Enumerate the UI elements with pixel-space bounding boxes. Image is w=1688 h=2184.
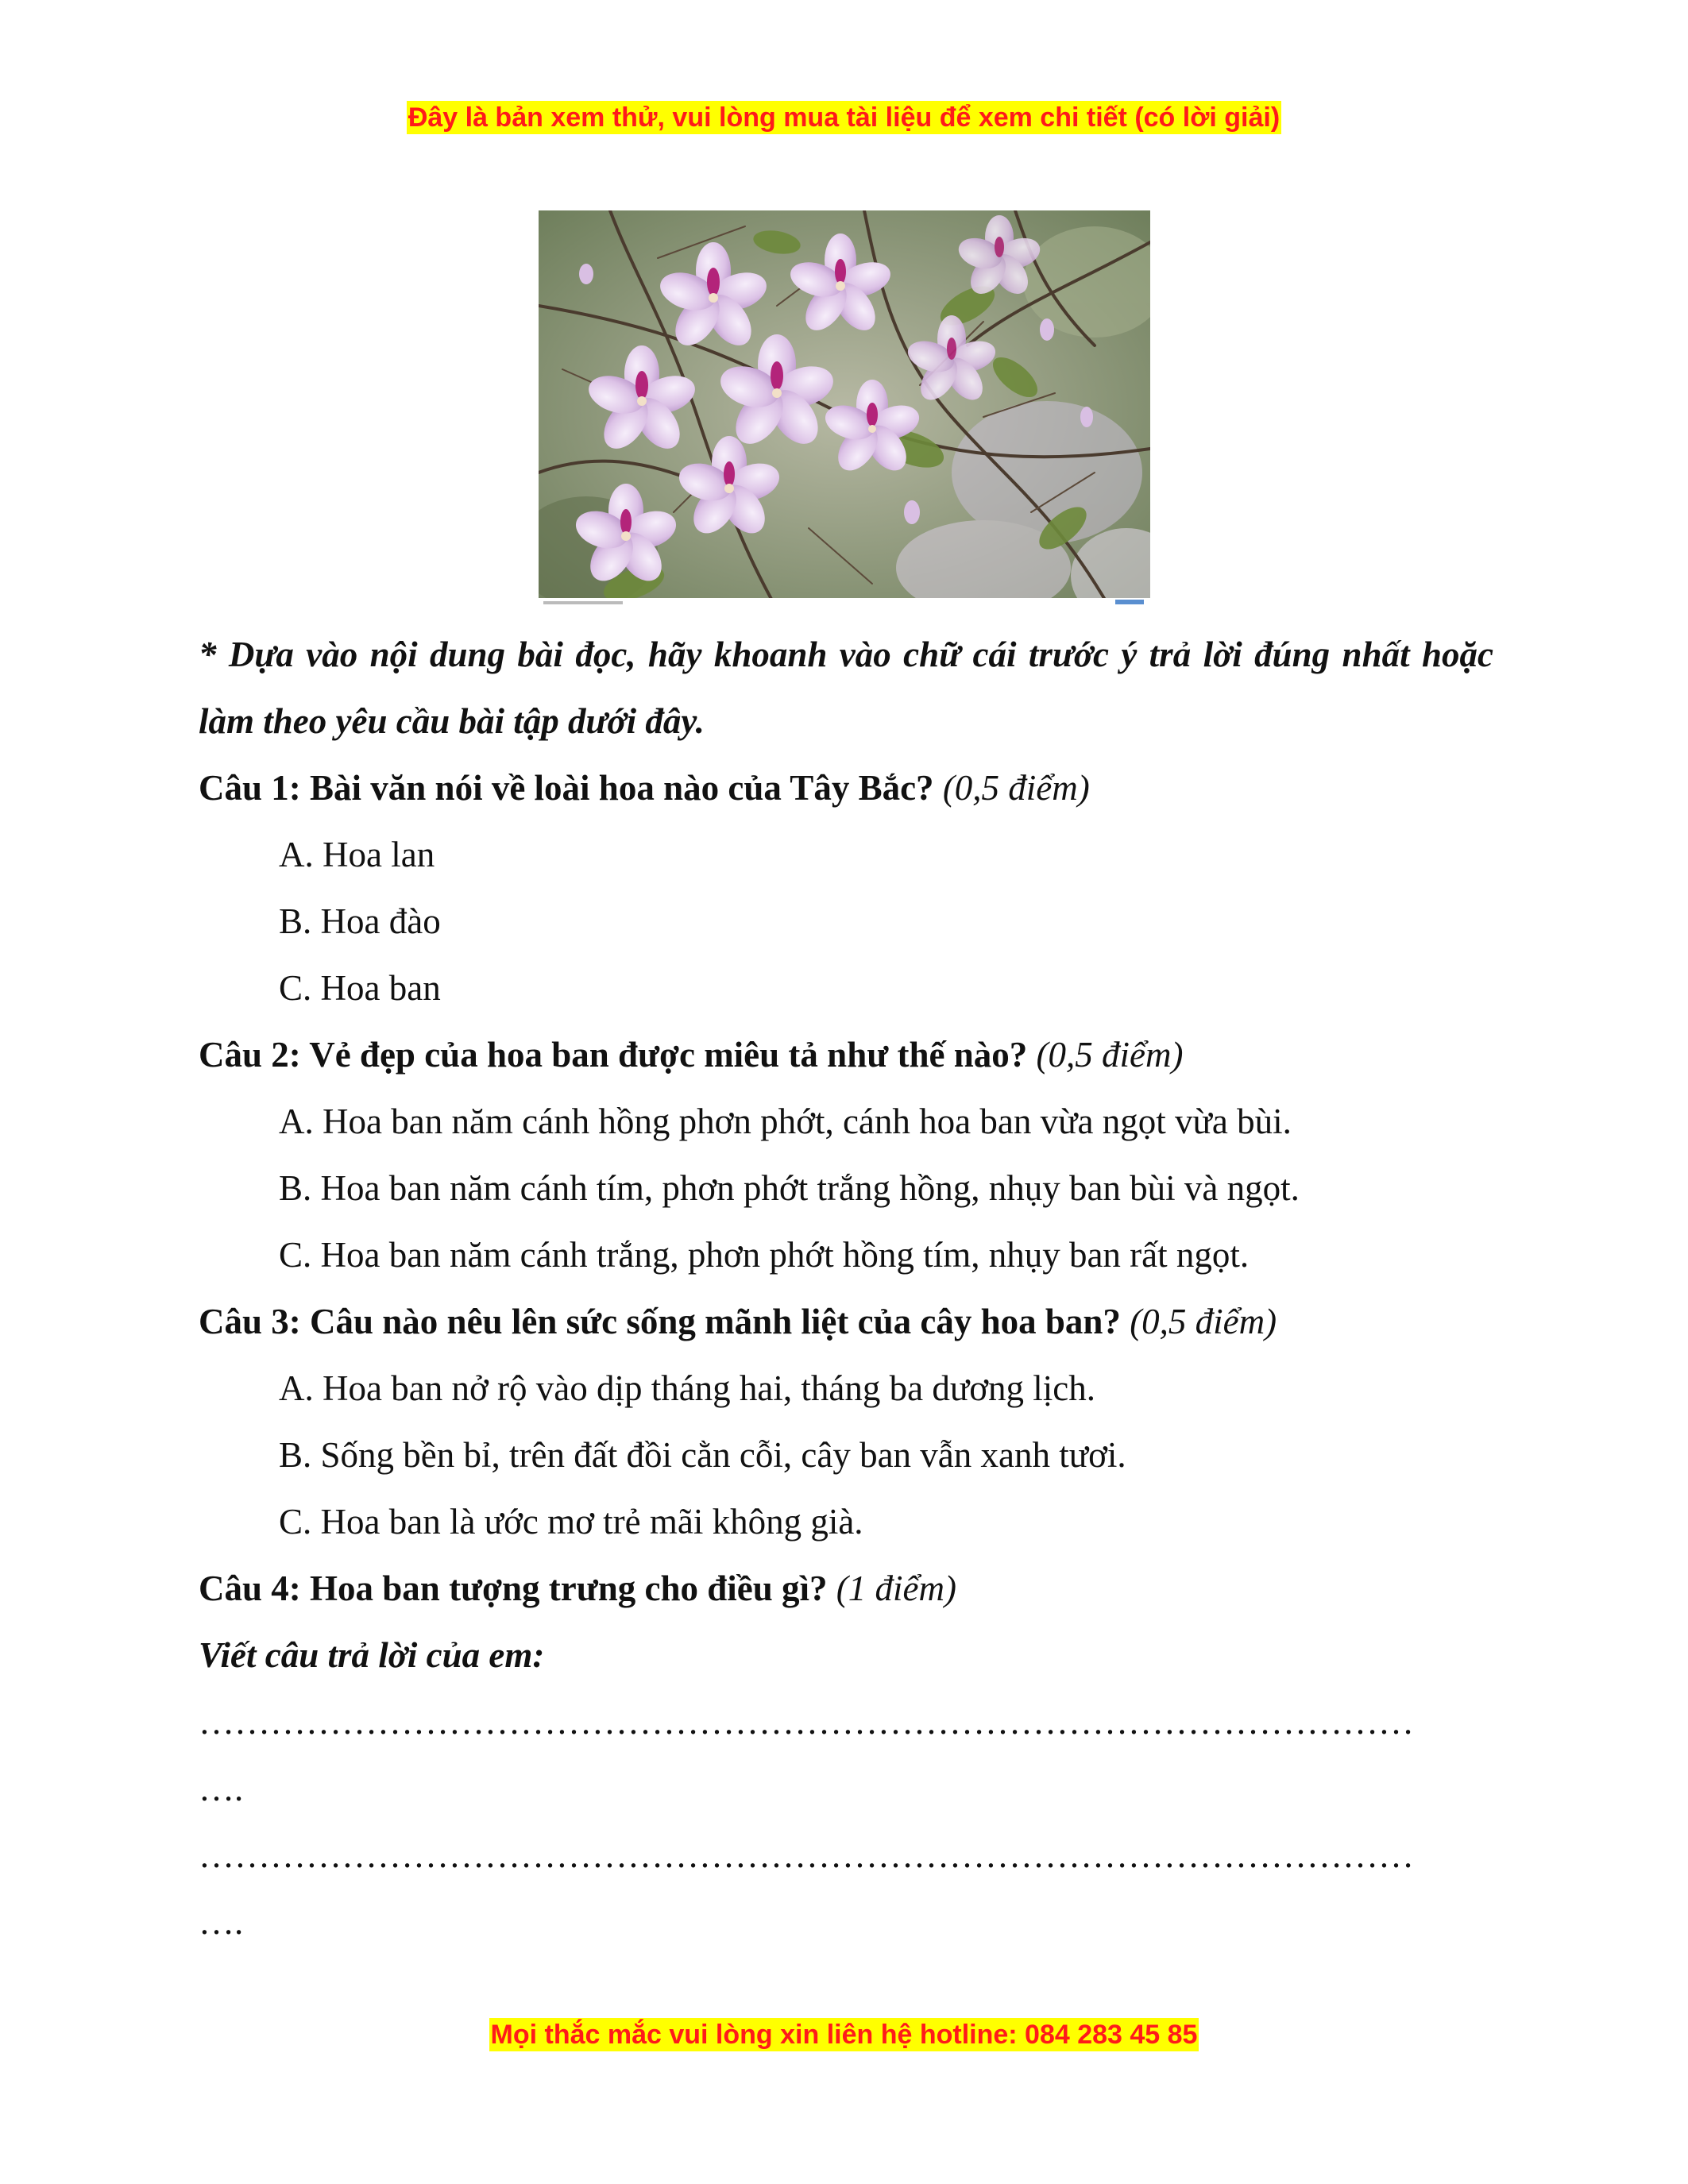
preview-notice-text: Đây là bản xem thử, vui lòng mua tài liệu để xem chi tiết (có lời giải)	[408, 102, 1280, 133]
question-3-points: (0,5 điểm)	[1130, 1302, 1277, 1341]
answer-line[interactable]: …………………………………………………………………………………………	[199, 1835, 1414, 1875]
bauhinia-flowers-photo	[539, 210, 1150, 609]
question-3-prompt: Câu 3: Câu nào nêu lên sức sống mãnh liệt của cây hoa ban?	[199, 1302, 1121, 1341]
answer-line[interactable]: ….	[199, 1769, 244, 1808]
question-4-points: (1 điểm)	[836, 1569, 956, 1608]
question-3	[199, 1288, 1493, 1355]
question-4	[199, 1555, 1493, 1622]
answer-line[interactable]: …………………………………………………………………………………………	[199, 1702, 1414, 1742]
question-1-option-b: B. Hoa đào	[279, 901, 441, 941]
question-3-option-a: A. Hoa ban nở rộ vào dịp tháng hai, tháng ba dương lịch.	[279, 1368, 1096, 1408]
question-1	[199, 754, 1493, 821]
question-2-prompt: Câu 2: Vẻ đẹp của hoa ban được miêu tả như thế nào?	[199, 1035, 1028, 1075]
question-2-option-c: C. Hoa ban năm cánh trắng, phơn phớt hồng tím, nhụy ban rất ngọt.	[279, 1235, 1250, 1275]
write-answer-prompt: Viết câu trả lời của em:	[199, 1635, 545, 1675]
question-3-option-c: C. Hoa ban là ước mơ trẻ mãi không già.	[279, 1502, 863, 1542]
answer-line[interactable]: ….	[199, 1902, 244, 1942]
question-3-option-b: B. Sống bền bỉ, trên đất đồi cằn cỗi, cây ban vẫn xanh tươi.	[279, 1435, 1126, 1475]
question-1-option-c: C. Hoa ban	[279, 968, 441, 1008]
question-2-option-a: A. Hoa ban năm cánh hồng phơn phớt, cánh hoa ban vừa ngọt vừa bùi.	[279, 1102, 1292, 1141]
hotline-banner	[0, 2019, 1688, 2051]
question-2-option-b: B. Hoa ban năm cánh tím, phơn phớt trắng hồng, nhụy ban bùi và ngọt.	[279, 1168, 1300, 1208]
question-1-prompt: Câu 1: Bài văn nói về loài hoa nào của Tây Bắc?	[199, 768, 934, 808]
preview-notice-banner	[0, 102, 1688, 134]
instruction-text: * Dựa vào nội dung bài đọc, hãy khoanh vào chữ cái trước ý trả lời đúng nhất hoặc làm theo yêu cầu bài tập dưới đây.	[199, 635, 1493, 741]
question-2-points: (0,5 điểm)	[1036, 1035, 1184, 1075]
worksheet-content	[199, 621, 1493, 1955]
question-2	[199, 1021, 1493, 1088]
question-1-option-a: A. Hoa lan	[279, 835, 435, 874]
hotline-text: Mọi thắc mắc vui lòng xin liên hệ hotline: 084 283 45 85	[490, 2020, 1198, 2050]
question-4-prompt: Câu 4: Hoa ban tượng trưng cho điều gì?	[199, 1569, 828, 1608]
question-1-points: (0,5 điểm)	[942, 768, 1090, 808]
